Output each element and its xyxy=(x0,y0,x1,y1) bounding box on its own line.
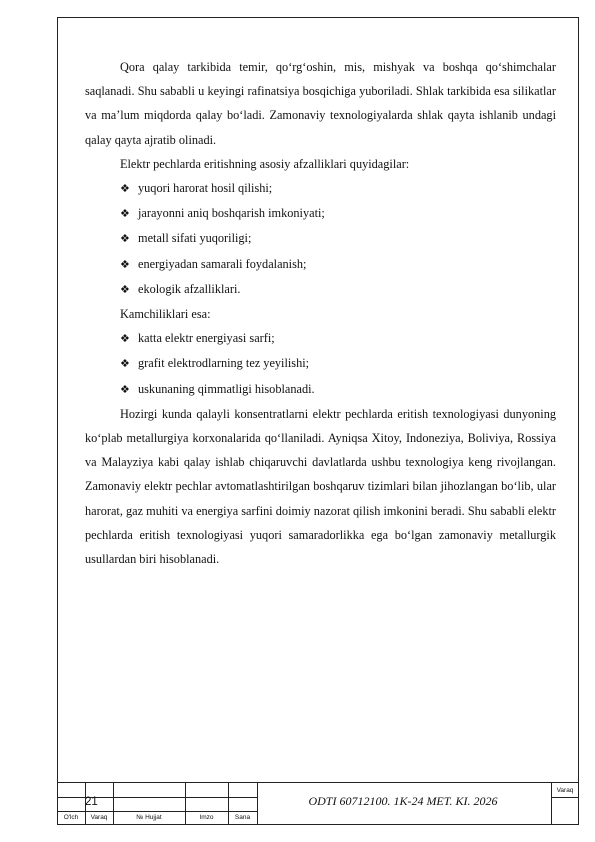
diamond-bullet-icon: ❖ xyxy=(120,282,130,296)
disadvantages-intro: Kamchiliklari esa: xyxy=(120,307,211,322)
list-item: ❖ uskunaning qimmatligi hisoblanadi. xyxy=(85,377,556,402)
paragraph-intro: Qora qalay tarkibida temir, qo‘rg‘oshin, mis, mishyak va boshqa qo‘shimchalar saqlanadi. Shu sababli u keyingi rafinatsiya bosqichiga yuboriladi. Shlak tarkibida esa silikatlar va ma’lum miqdorda qalay bo‘ladi. Zamonaviy texnologiyalarda shlak qayta ishlanib undagi qalay qayta ajratib olinadi. xyxy=(85,60,556,147)
hujjat-label: № Hujjat xyxy=(136,814,162,821)
disadvantages-list xyxy=(85,326,556,402)
diamond-bullet-icon: ❖ xyxy=(120,357,130,371)
diamond-bullet-icon: ❖ xyxy=(120,257,130,271)
advantages-intro: Elektr pechlarda eritishning asosiy afzalliklari quyidagilar: xyxy=(120,156,410,171)
diamond-bullet-icon: ❖ xyxy=(120,182,130,196)
advantages-list xyxy=(85,176,556,302)
divider xyxy=(57,811,257,812)
list-item: ❖ energiyadan samarali foydalanish; xyxy=(85,252,556,277)
imzo-label: Imzo xyxy=(199,814,214,821)
sheet-number: 21 xyxy=(85,796,98,808)
list-item: ❖ jarayonni aniq boshqarish imkoniyati; xyxy=(85,201,556,226)
document-code: ODTI 60712100. 1K-24 MET. KI. 2026 xyxy=(308,794,498,808)
divider xyxy=(551,797,579,798)
document-body xyxy=(85,55,556,571)
olch-label: O'lch xyxy=(63,814,79,821)
sana-label: Sana xyxy=(234,814,251,821)
list-item: ❖ katta elektr energiyasi sarfi; xyxy=(85,326,556,351)
sheet-label: Varaq xyxy=(556,787,574,794)
title-block xyxy=(57,782,579,825)
list-item: ❖ grafit elektrodlarning tez yeyilishi; xyxy=(85,351,556,376)
varaq-label: Varaq xyxy=(90,814,108,821)
diamond-bullet-icon: ❖ xyxy=(120,232,130,246)
paragraph-final: Hozirgi kunda qalayli konsentratlarni elektr pechlarda eritish texnologiyasi dunyoning ko‘plab metallurgiya korxonalarida qo‘llaniladi. Ayniqsa Xitoy, Indoneziya, Boliviya, Rossiya va Malayziya kabi qalay ishlab chiqaruvchi davlatlarda ushbu texnologiya keng rivojlangan. Zamonaviy elektr pechlar avtomatlashtirilgan boshqaruv tizimlari bilan jihozlangan bo‘lib, ular harorat, gaz muhiti va energiya sarfini doimiy nazorat qilish imkonini beradi. Shu sababli elektr pechlarda eritish texnologiyasi yuqori samaradorlikka ega bo‘lgan zamonaviy metallurgik usullardan biri hisoblanadi. xyxy=(85,406,556,567)
diamond-bullet-icon: ❖ xyxy=(120,207,130,221)
list-item: ❖ ekologik afzalliklari. xyxy=(85,277,556,302)
list-item: ❖ yuqori harorat hosil qilishi; xyxy=(85,176,556,201)
diamond-bullet-icon: ❖ xyxy=(120,332,130,346)
diamond-bullet-icon: ❖ xyxy=(120,382,130,396)
list-item: ❖ metall sifati yuqoriligi; xyxy=(85,226,556,251)
